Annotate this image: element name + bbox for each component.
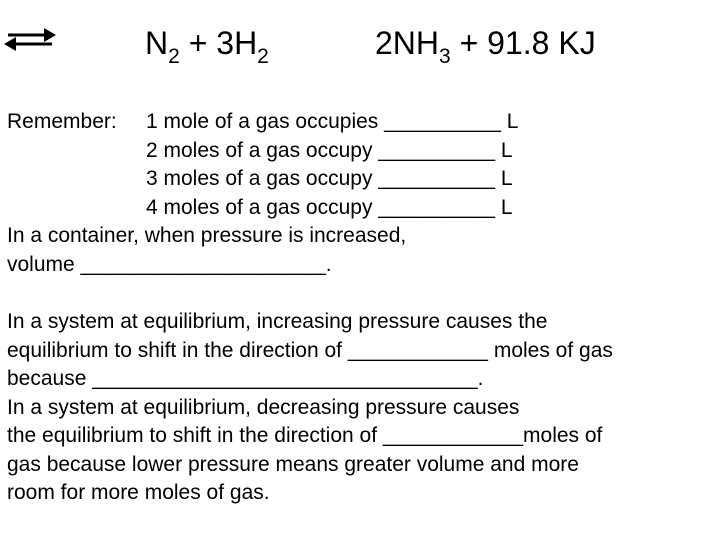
equilibrium-section <box>7 308 613 508</box>
equilibrium-line-4: In a system at equilibrium, decreasing pressure causes <box>7 395 520 419</box>
product-ammonia-subscript: 3 <box>439 45 451 68</box>
equation-products <box>375 18 596 73</box>
equation-reactants <box>145 18 269 73</box>
remember-line-2 <box>7 137 518 166</box>
equilibrium-line-1: In a system at equilibrium, increasing pressure causes the <box>7 310 548 333</box>
remember-section <box>7 108 518 279</box>
equilibrium-line-3: because _________________________________. <box>7 367 484 390</box>
remember-line-1 <box>7 108 518 137</box>
reactant-hydrogen-subscript: 2 <box>257 45 269 68</box>
remember-line-3 <box>7 165 518 194</box>
chemical-equation <box>0 18 720 68</box>
equilibrium-arrows-icon <box>0 24 60 54</box>
container-line-2: volume _____________________. <box>7 252 332 276</box>
equilibrium-line-7: room for more moles of gas. <box>7 481 270 504</box>
remember-text-3: 3 moles of a gas occupy __________ L <box>146 167 513 190</box>
product-ammonia: 2NH <box>375 25 440 61</box>
remember-label: Remember: <box>7 110 117 133</box>
reactant-nitrogen-subscript: 2 <box>168 45 180 68</box>
container-line-1: In a container, when pressure is increased, <box>7 224 407 247</box>
equilibrium-line-6: gas because lower pressure means greater volume and more <box>7 452 579 476</box>
reactant-hydrogen: + 3H <box>188 25 258 61</box>
equilibrium-line-2: equilibrium to shift in the direction of ____________ moles of gas <box>7 338 613 362</box>
remember-line-4 <box>7 194 518 223</box>
reactant-nitrogen: N <box>145 25 169 61</box>
remember-text-2: 2 moles of a gas occupy __________ L <box>146 138 513 162</box>
product-energy: + 91.8 KJ <box>459 25 596 61</box>
remember-text-4: 4 moles of a gas occupy __________ L <box>146 195 513 219</box>
equilibrium-line-5: the equilibrium to shift in the direction of ____________moles of <box>7 424 603 447</box>
remember-text-1: 1 mole of a gas occupies __________ L <box>146 110 519 133</box>
